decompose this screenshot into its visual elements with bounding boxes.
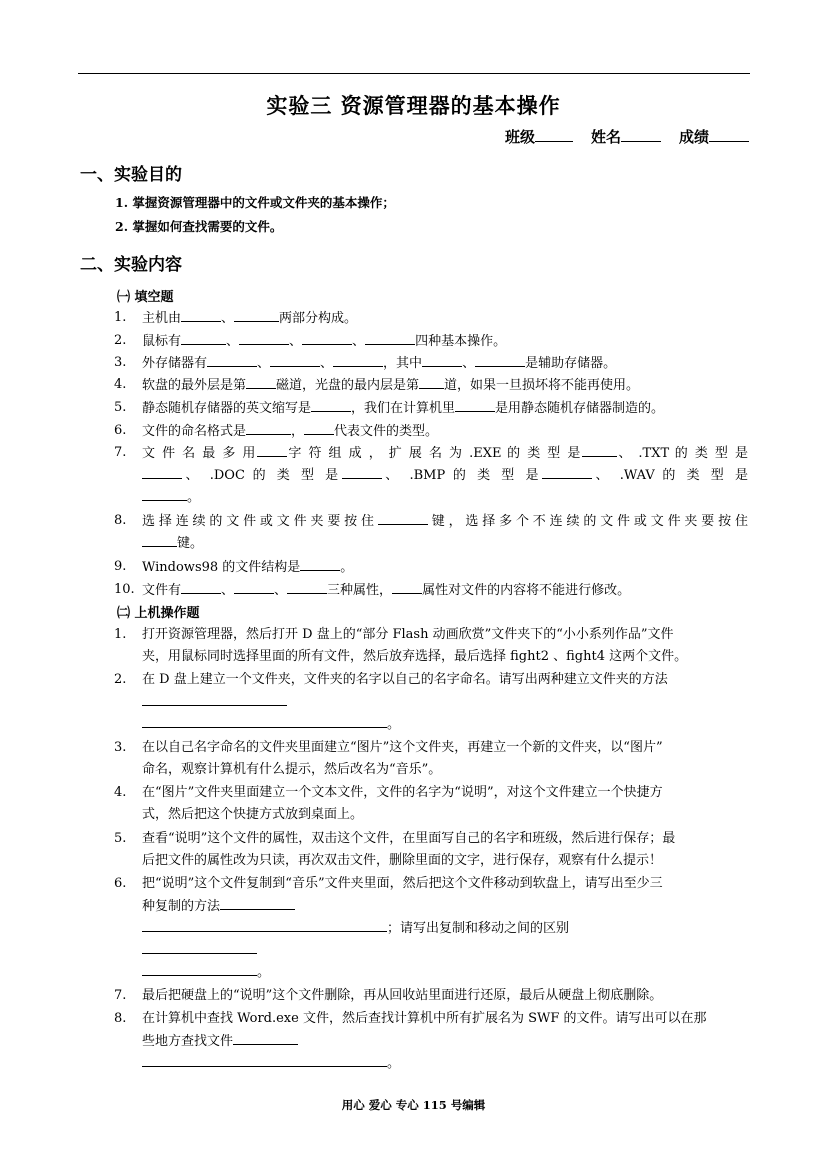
question-line: [142, 782, 748, 804]
question-text-segment: 、: [352, 334, 366, 349]
question-text: [142, 330, 748, 352]
question-text: [142, 985, 748, 1007]
question-text-segment: 。: [387, 717, 401, 732]
question-line: [142, 895, 748, 917]
answer-blank[interactable]: [378, 510, 428, 525]
answer-blank[interactable]: [142, 464, 182, 479]
answer-blank[interactable]: [475, 352, 525, 367]
subsection-operations: ㈡ 上机操作题: [117, 606, 200, 621]
question-line: [142, 464, 748, 486]
answer-blank[interactable]: [333, 352, 383, 367]
question-text-segment: 、: [274, 583, 288, 598]
question-line: [142, 307, 748, 329]
answer-blank[interactable]: [234, 579, 274, 594]
question-text-segment: 最后把硬盘上的“说明”这个文件删除，再从回收站里面进行还原，最后从硬盘上彻底删除。: [142, 988, 663, 1003]
question-text: [142, 397, 748, 419]
question-text: [142, 782, 748, 826]
question-line: [142, 486, 748, 508]
answer-blank[interactable]: [181, 579, 221, 594]
question-number: 2.: [114, 333, 127, 348]
answer-blank[interactable]: [392, 579, 422, 594]
question-line: [142, 1030, 748, 1052]
question-number: 8.: [114, 1011, 127, 1026]
answer-blank[interactable]: [142, 486, 187, 501]
question-number: 6.: [114, 423, 127, 438]
question-number: 6.: [114, 876, 127, 891]
question-line: [142, 397, 748, 419]
class-blank[interactable]: [535, 127, 573, 142]
name-blank[interactable]: [621, 127, 661, 142]
question-text: [142, 510, 748, 554]
question-text: [142, 737, 748, 781]
score-field: 成绩: [679, 126, 749, 147]
section-heading-content: 二、实验内容: [80, 255, 182, 275]
question-text: [142, 579, 748, 601]
question-text-segment: 夹，用鼠标同时选择里面的所有文件，然后放弃选择，最后选择 fight2 、fight4 这两个文件。: [142, 649, 688, 664]
answer-blank[interactable]: [300, 556, 340, 571]
question-line: [142, 420, 748, 442]
question-text-segment: 。: [340, 560, 354, 575]
question-text-segment: 命名，观察计算机有什么提示，然后改名为“音乐”。: [142, 762, 442, 777]
question-text: [142, 352, 748, 374]
objective-item: 1. 掌握资源管理器中的文件或文件夹的基本操作；: [115, 195, 395, 210]
question-line: [142, 691, 748, 713]
answer-blank[interactable]: [181, 330, 226, 345]
answer-blank[interactable]: [234, 307, 279, 322]
question-line: [142, 917, 748, 939]
question-text-segment: 、 .DOC 的 类 型 是: [182, 468, 342, 483]
question-text-segment: ，其中: [383, 356, 423, 371]
question-text-segment: ，: [291, 424, 305, 439]
question-number: 4.: [114, 377, 127, 392]
question-text-segment: Windows98 的文件结构是: [142, 560, 301, 575]
question-text-segment: 是辅助存储器。: [525, 356, 617, 371]
question-line: [142, 1052, 748, 1074]
question-text-segment: 四种基本操作。: [415, 334, 507, 349]
answer-blank[interactable]: [233, 1030, 298, 1045]
question-number: 2.: [114, 672, 127, 687]
question-line: [142, 873, 748, 895]
question-text-segment: 在计算机中查找 Word.exe 文件，然后查找计算机中所有扩展名为 SWF 的文件。请写出可以在那: [142, 1011, 707, 1026]
page-footer: 用心 爱心 专心 115 号编辑: [341, 1098, 486, 1112]
answer-blank[interactable]: [142, 532, 177, 547]
question-number: 9.: [114, 559, 127, 574]
answer-blank[interactable]: [287, 579, 327, 594]
question-number: 3.: [114, 740, 127, 755]
answer-blank[interactable]: [246, 374, 276, 389]
question-text-segment: 些地方查找文件: [142, 1034, 234, 1049]
section-heading-objectives: 一、实验目的: [80, 165, 182, 185]
answer-blank[interactable]: [422, 352, 462, 367]
header-rule: [78, 73, 750, 74]
question-line: [142, 939, 748, 961]
question-line: [142, 985, 748, 1007]
question-text-segment: 静态随机存储器的英文缩写是: [142, 401, 312, 416]
answer-blank[interactable]: [582, 442, 617, 457]
answer-blank[interactable]: [542, 464, 592, 479]
question-text-segment: 在以自己名字命名的文件夹里面建立“图片”这个文件夹，再建立一个新的文件夹，以“图片”: [142, 740, 663, 755]
question-text-segment: 。: [187, 490, 201, 505]
question-number: 7.: [114, 445, 127, 460]
question-text-segment: 鼠标有: [142, 334, 182, 349]
question-text-segment: 两部分构成。: [279, 311, 358, 326]
question-line: [142, 442, 748, 464]
question-line: [142, 510, 748, 532]
question-number: 4.: [114, 785, 127, 800]
question-text: [142, 420, 748, 442]
question-text-segment: 三种属性，: [327, 583, 393, 598]
answer-blank[interactable]: [142, 961, 257, 976]
answer-blank[interactable]: [270, 352, 320, 367]
question-number: 10.: [114, 582, 135, 597]
answer-blank[interactable]: [342, 464, 382, 479]
question-text: [142, 307, 748, 329]
answer-blank[interactable]: [302, 330, 352, 345]
question-text-segment: 、: [221, 311, 235, 326]
question-text-segment: 字 符 组 成 ， 扩 展 名 为 .EXE 的 类 型 是: [286, 446, 582, 461]
question-text: [142, 442, 748, 508]
question-line: [142, 374, 748, 396]
question-text-segment: 在“图片”文件夹里面建立一个文本文件，文件的名字为“说明”，对这个文件建立一个快捷方: [142, 785, 663, 800]
question-text-segment: 打开资源管理器，然后打开 D 盘上的“部分 Flash 动画欣赏”文件夹下的“小小系列作品”文件: [142, 627, 674, 642]
question-text-segment: 文 件 名 最 多 用: [142, 446, 257, 461]
question-line: [142, 579, 748, 601]
answer-blank[interactable]: [220, 895, 295, 910]
question-line: [142, 737, 748, 759]
subsection-fill-blanks: ㈠ 填空题: [117, 290, 174, 305]
question-text-segment: 。: [387, 1056, 401, 1071]
question-line: [142, 330, 748, 352]
question-number: 3.: [114, 355, 127, 370]
question-text-segment: 选择连续的文件或文件夹要按住: [142, 514, 378, 529]
question-number: 1.: [114, 310, 127, 325]
question-number: 5.: [114, 400, 127, 415]
answer-blank[interactable]: [311, 397, 351, 412]
question-line: [142, 759, 748, 781]
question-text: [142, 556, 748, 578]
question-text-segment: 磁道，光盘的最内层是第: [276, 378, 420, 393]
answer-blank[interactable]: [455, 397, 495, 412]
answer-blank[interactable]: [142, 1052, 387, 1067]
answer-blank[interactable]: [142, 713, 387, 728]
question-text-segment: 键。: [177, 536, 204, 551]
student-info: [505, 126, 749, 147]
question-text: [142, 374, 748, 396]
question-text-segment: 、: [257, 356, 271, 371]
question-text-segment: 、: [320, 356, 334, 371]
question-text-segment: 是用静态随机存储器制造的。: [495, 401, 665, 416]
question-text-segment: 、 .WAV 的 类 型 是: [592, 468, 749, 483]
answer-blank[interactable]: [207, 352, 257, 367]
question-text: [142, 1008, 748, 1074]
question-text-segment: 道，如果一旦损坏将不能再使用。: [444, 378, 640, 393]
page-title: 实验三 资源管理器的基本操作: [266, 93, 561, 118]
answer-blank[interactable]: [257, 442, 287, 457]
answer-blank[interactable]: [142, 917, 387, 932]
answer-blank[interactable]: [304, 420, 334, 435]
question-text-segment: 、: [462, 356, 476, 371]
question-number: 5.: [114, 831, 127, 846]
question-line: [142, 961, 748, 983]
question-text-segment: 、 .BMP 的 类 型 是: [381, 468, 543, 483]
question-text: [142, 873, 748, 983]
question-text-segment: 式，然后把这个快捷方式放到桌面上。: [142, 807, 364, 822]
question-text-segment: 主机由: [142, 311, 182, 326]
answer-blank[interactable]: [181, 307, 221, 322]
question-text: [142, 669, 748, 735]
question-text-segment: 外存储器有: [142, 356, 208, 371]
question-line: [142, 850, 748, 872]
question-line: [142, 556, 748, 578]
answer-blank[interactable]: [142, 691, 287, 706]
question-line: [142, 646, 748, 668]
question-text-segment: 文件有: [142, 583, 182, 598]
question-number: 8.: [114, 513, 127, 528]
question-text: [142, 624, 748, 668]
question-line: [142, 828, 748, 850]
question-text-segment: 、: [289, 334, 303, 349]
question-line: [142, 352, 748, 374]
question-line: [142, 624, 748, 646]
question-text-segment: ；请写出复制和移动之间的区别: [387, 921, 570, 936]
question-text-segment: 属性对文件的内容将不能进行修改。: [422, 583, 631, 598]
question-text: [142, 828, 748, 872]
question-text-segment: ，我们在计算机里: [351, 401, 456, 416]
question-line: [142, 804, 748, 826]
objective-item: 2. 掌握如何查找需要的文件。: [115, 219, 283, 234]
answer-blank[interactable]: [419, 374, 444, 389]
question-text-segment: 在 D 盘上建立一个文件夹，文件夹的名字以自己的名字命名。请写出两种建立文件夹的方法: [142, 672, 668, 687]
answer-blank[interactable]: [239, 330, 289, 345]
question-text-segment: 文件的命名格式是: [142, 424, 247, 439]
question-text-segment: 。: [257, 965, 271, 980]
question-text-segment: 、 .TXT 的 类 型 是: [616, 446, 748, 461]
question-text-segment: 后把文件的属性改为只读，再次双击文件，删除里面的文字，进行保存，观察有什么提示！: [142, 853, 663, 868]
answer-blank[interactable]: [142, 939, 257, 954]
question-text-segment: 查看“说明”这个文件的属性，双击这个文件，在里面写自己的名字和班级，然后进行保存；最: [142, 831, 676, 846]
question-text-segment: 代表文件的类型。: [334, 424, 439, 439]
question-text-segment: 把“说明”这个文件复制到“音乐”文件夹里面，然后把这个文件移动到软盘上，请写出至少三: [142, 876, 663, 891]
question-text-segment: 软盘的最外层是第: [142, 378, 247, 393]
question-number: 1.: [114, 627, 127, 642]
answer-blank[interactable]: [365, 330, 415, 345]
question-line: [142, 532, 748, 554]
question-line: [142, 669, 748, 691]
answer-blank[interactable]: [246, 420, 291, 435]
question-line: [142, 1008, 748, 1030]
question-text-segment: 、: [221, 583, 235, 598]
score-blank[interactable]: [709, 127, 749, 142]
question-line: [142, 713, 748, 735]
name-field: 姓名: [591, 126, 661, 147]
question-text-segment: 键，选择多个不连续的文件或文件夹要按住: [427, 514, 748, 529]
question-text-segment: 、: [226, 334, 240, 349]
question-number: 7.: [114, 988, 127, 1003]
question-text-segment: 种复制的方法: [142, 899, 221, 914]
class-field: 班级: [505, 126, 573, 147]
